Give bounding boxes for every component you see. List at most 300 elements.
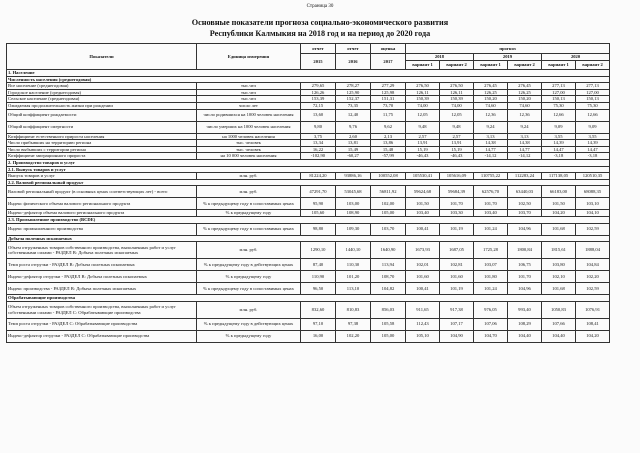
value-cell: 276,45 [474,83,508,90]
value-cell: 102,01 [406,259,440,271]
header-year-2015: 2015 [301,54,336,70]
value-cell: 9,48 [406,121,440,133]
value-cell: 1687,05 [440,242,474,259]
value-cell: 125,98 [371,89,406,96]
indicator-cell: Общий коэффициент смертности [7,121,197,133]
value-cell: 15,49 [336,146,371,153]
table-row [7,198,610,210]
value-cell: 150,13 [542,96,576,103]
value-cell: 103,00 [336,198,371,210]
value-cell: 13,60 [301,109,336,121]
unit-cell: число лет [197,102,301,109]
value-cell: 1673,93 [406,242,440,259]
value-cell: 276,50 [440,83,474,90]
value-cell: -57,99 [371,153,406,160]
value-cell: 97,38 [336,318,371,330]
value-cell: 1050,83 [542,301,576,318]
section-label: Численность населения (среднегодовая) [7,76,610,83]
value-cell: 1290,10 [301,242,336,259]
value-cell: 9,48 [440,121,474,133]
value-cell: 101,24 [474,283,508,295]
value-cell: 103,07 [474,259,508,271]
section-label: 2.1. Выпуск товаров и услуг [7,166,610,173]
table-row [7,301,610,318]
value-cell: 9,76 [336,121,371,133]
value-cell: 12,36 [474,109,508,121]
value-cell: 12,36 [508,109,542,121]
value-cell: 101,20 [336,271,371,283]
header-report-2016: отчет [336,44,371,54]
value-cell: 107,17 [440,318,474,330]
value-cell: 125,90 [336,89,371,96]
value-cell: 107,06 [474,318,508,330]
unit-cell: число умерших на 1000 человек населения [197,121,301,133]
header-year-2017: 2017 [371,54,406,70]
value-cell: 150,39 [440,96,474,103]
document-title [0,17,640,39]
value-cell: 9,09 [576,121,610,133]
table-row [7,210,610,217]
value-cell: 3,55 [542,133,576,140]
value-cell: 126,11 [406,89,440,96]
value-cell: 3,75 [301,133,336,140]
value-cell: 9,24 [474,121,508,133]
value-cell: 104,84 [576,259,610,271]
header-variant-2: вариант 2 [508,61,542,70]
value-cell: 101,60 [406,271,440,283]
value-cell: 109,30 [336,223,371,235]
value-cell: 108,90 [336,210,371,217]
value-cell: 2,13 [371,133,406,140]
value-cell: 102,00 [371,198,406,210]
value-cell: 14,38 [474,140,508,147]
header-indicator: Показатели [7,44,197,70]
value-cell: 9,09 [542,121,576,133]
value-cell: 101,60 [440,271,474,283]
section-label: Обрабатывающие производства [7,295,610,302]
value-cell: 110,90 [301,271,336,283]
value-cell: 12,66 [576,109,610,121]
unit-cell: тыс. человек [197,140,301,147]
section-row [7,235,610,242]
unit-cell: млн. руб. [197,186,301,198]
value-cell: 150,20 [474,96,508,103]
value-cell: 74,60 [474,102,508,109]
unit-cell: млн. руб. [197,242,301,259]
value-cell: 73,35 [336,102,371,109]
value-cell: 104,82 [371,283,406,295]
section-row [7,159,610,166]
value-cell: 3,55 [576,133,610,140]
header-variant-2: вариант 2 [576,61,610,70]
value-cell: 2,60 [336,133,371,140]
value-cell: -14,12 [474,153,508,160]
value-cell: 1815,61 [542,242,576,259]
section-label: 1. Население [7,70,610,77]
value-cell: 102,59 [576,223,610,235]
value-cell: 113,94 [371,259,406,271]
value-cell: 103,10 [576,198,610,210]
value-cell: 101,68 [542,283,576,295]
value-cell: 101,70 [508,271,542,283]
value-cell: 104,90 [440,330,474,342]
value-cell: 101,19 [440,283,474,295]
value-cell: 112,43 [406,318,440,330]
table-body [7,70,610,343]
value-cell: 150,39 [406,96,440,103]
value-cell: 104,10 [576,210,610,217]
unit-cell: тыс.чел [197,89,301,96]
header-variant-1: вариант 1 [406,61,440,70]
value-cell: 14,47 [576,146,610,153]
unit-cell: % к предыдущему году в сопоставимых ценах [197,223,301,235]
value-cell: 150,20 [508,96,542,103]
value-cell: 126,25 [474,89,508,96]
value-cell: 14,77 [508,146,542,153]
value-cell: 277,29 [371,83,406,90]
section-row [7,76,610,83]
indicator-cell: Ожидаемая продолжительность жизни при рождении [7,102,197,109]
unit-cell: % к предыдущему году в сопоставимых ценах [197,198,301,210]
value-cell: -3,18 [576,153,610,160]
section-row [7,295,610,302]
unit-cell: % к предыдущему году [197,330,301,342]
value-cell: 126,25 [508,89,542,96]
table-row [7,283,610,295]
header-year-2016: 2016 [336,54,371,70]
value-cell: 95,90 [301,198,336,210]
value-cell: 105,10 [406,330,440,342]
unit-cell: % к предыдущему году в действующих ценах [197,318,301,330]
value-cell: -3,18 [542,153,576,160]
unit-cell: на 1000 человек населения [197,133,301,140]
value-cell: 13,91 [440,140,474,147]
value-cell: 101,70 [474,198,508,210]
indicator-cell: Индекс производства - РАЗДЕЛ В: Добыча полезных ископаемых [7,283,197,295]
value-cell: 102,81 [440,259,474,271]
value-cell: 104,20 [576,330,610,342]
section-label: 2.2. Валовой региональный продукт [7,179,610,186]
value-cell: 72,15 [301,102,336,109]
unit-cell: число родившихся на 1000 человек населения [197,109,301,121]
value-cell: 106,75 [508,259,542,271]
unit-cell: % к предыдущему году [197,210,301,217]
value-cell: 127,00 [576,89,610,96]
value-cell: 151,31 [371,96,406,103]
value-cell: 63440,03 [508,186,542,198]
value-cell: 103,40 [474,210,508,217]
value-cell: 103,40 [406,210,440,217]
value-cell: -14,12 [508,153,542,160]
indicator-cell: Индекс-дефлятор отгрузки - РАЗДЕЛ С: Обрабатывающие производства [7,330,197,342]
value-cell: -46,43 [440,153,474,160]
value-cell: 15,19 [440,146,474,153]
value-cell: 152,37 [336,96,371,103]
unit-cell: тыс. человек [197,146,301,153]
value-cell: 105530,41 [406,173,440,180]
indicator-cell: Темп роста отгрузки - РАЗДЕЛ В: Добыча полезных ископаемых [7,259,197,271]
indicator-cell: Объем отгруженных товаров собственного производства, выполненных работ и услуг собственными силами - РАЗДЕЛ В: Добыча полезных ископаемых [7,242,197,259]
header-variant-1: вариант 1 [542,61,576,70]
value-cell: 856,03 [371,301,406,318]
value-cell: 101,19 [440,223,474,235]
value-cell: 104,96 [508,223,542,235]
value-cell: 13,86 [371,140,406,147]
value-cell: 59624,68 [406,186,440,198]
value-cell: 100552,08 [371,173,406,180]
value-cell: 102,59 [576,283,610,295]
value-cell: 150,13 [576,96,610,103]
value-cell: 101,70 [440,198,474,210]
value-cell: 832,60 [301,301,336,318]
table-row [7,133,610,140]
table-row [7,153,610,160]
section-label: 2.3. Промышленное производство (ВСDЕ) [7,216,610,223]
indicator-cell: Число выбывших с территории региона [7,146,197,153]
value-cell: 1800,84 [508,242,542,259]
value-cell: 108,29 [508,318,542,330]
value-cell: 1640,90 [371,242,406,259]
value-cell: 74,60 [508,102,542,109]
indicator-cell: Индекс физического объема валового регионального продукта [7,198,197,210]
table-row [7,121,610,133]
value-cell: 279,65 [301,83,336,90]
title-line-1: Основные показатели прогноза социально-экономического развития [191,18,449,27]
value-cell: 126,11 [440,89,474,96]
value-cell: 103,70 [508,210,542,217]
table-row [7,89,610,96]
header-year-2019: 2019 [474,54,542,61]
value-cell: 96,50 [301,283,336,295]
table-row [7,83,610,90]
value-cell: 278,27 [336,83,371,90]
value-cell: 101,68 [542,223,576,235]
value-cell: 53045,68 [336,186,371,198]
title-line-2: Республики Калмыкия на 2018 год и на период до 2020 года [209,29,431,38]
value-cell: 2,57 [406,133,440,140]
value-cell: 113,10 [336,283,371,295]
indicator-cell: Городское население (среднегодовая) [7,89,197,96]
table-row [7,146,610,153]
value-cell: 112283,24 [508,173,542,180]
header-year-2018: 2018 [406,54,474,61]
value-cell: 15,48 [371,146,406,153]
section-row [7,179,610,186]
value-cell: 103,70 [371,223,406,235]
value-cell: 3,13 [474,133,508,140]
table-row [7,109,610,121]
unit-cell: млн. руб. [197,301,301,318]
header-report-2015: отчет [301,44,336,54]
section-row [7,166,610,173]
value-cell: 74,00 [440,102,474,109]
table-row [7,102,610,109]
value-cell: 2,57 [440,133,474,140]
value-cell: 104,96 [508,283,542,295]
value-cell: 126,26 [301,89,336,96]
value-cell: -46,43 [406,153,440,160]
header-forecast: прогноз [406,44,610,54]
value-cell: 73,70 [371,102,406,109]
value-cell: 105,58 [371,318,406,330]
value-cell: 104,20 [542,210,576,217]
header-year-2020: 2020 [542,54,610,61]
value-cell: 1076,91 [576,301,610,318]
section-label: Добыча полезных ископаемых [7,235,610,242]
section-label: 2. Производство товаров и услуг [7,159,610,166]
value-cell: 276,45 [508,83,542,90]
table-row [7,140,610,147]
value-cell: 105,00 [371,210,406,217]
value-cell: 976,05 [474,301,508,318]
value-cell: 87,40 [301,259,336,271]
page-number: Страница 30 [306,4,334,9]
value-cell: 9,62 [371,121,406,133]
header-unit: Единица измерения [197,44,301,70]
value-cell: 153,39 [301,96,336,103]
value-cell: 74,00 [406,102,440,109]
value-cell: 105,60 [301,210,336,217]
unit-cell: тыс.чел [197,83,301,90]
value-cell: 68088,35 [576,186,610,198]
forecast-table [6,43,610,343]
value-cell: 75,30 [542,102,576,109]
header-variant-1: вариант 1 [474,61,508,70]
value-cell: 102,20 [576,271,610,283]
indicator-cell: Валовой региональный продукт (в основных ценах соответствующих лет) - всего [7,186,197,198]
value-cell: 277,13 [576,83,610,90]
value-cell: 810,83 [336,301,371,318]
value-cell: 276,50 [406,83,440,90]
value-cell: 107,66 [542,318,576,330]
table-row [7,223,610,235]
unit-cell: на 10 000 человек населения [197,153,301,160]
table-row [7,259,610,271]
value-cell: 62576,70 [474,186,508,198]
value-cell: 103,30 [440,210,474,217]
value-cell: 120510,35 [576,173,610,180]
table-row [7,271,610,283]
value-cell: 917,38 [440,301,474,318]
value-cell: 14,39 [576,140,610,147]
value-cell: 3,13 [508,133,542,140]
value-cell: 277,13 [542,83,576,90]
indicator-cell: Все население (среднегодовая) [7,83,197,90]
value-cell: 105,00 [371,330,406,342]
header-variant-2: вариант 2 [440,61,474,70]
value-cell: 102,10 [542,271,576,283]
value-cell: 11,75 [371,109,406,121]
indicator-cell: Темп роста отгрузки - РАЗДЕЛ С: Обрабатывающие производства [7,318,197,330]
value-cell: 101,24 [474,223,508,235]
value-cell: 16,22 [301,146,336,153]
indicator-cell: Общий коэффициент рождаемости [7,109,197,121]
value-cell: 101,50 [542,198,576,210]
value-cell: 15,19 [406,146,440,153]
unit-cell: % к предыдущему году в сопоставимых ценах [197,283,301,295]
value-cell: 110,30 [336,259,371,271]
value-cell: 16,00 [301,330,336,342]
value-cell: 66183,00 [542,186,576,198]
value-cell: 911,65 [406,301,440,318]
value-cell: 127,00 [542,89,576,96]
value-cell: 101,80 [474,271,508,283]
value-cell: 98,80 [301,223,336,235]
value-cell: 12,40 [336,109,371,121]
unit-cell: млн. руб. [197,173,301,180]
indicator-cell: Число прибывших на территорию региона [7,140,197,147]
table-row [7,318,610,330]
value-cell: -102,90 [301,153,336,160]
value-cell: 14,38 [508,140,542,147]
indicator-cell: Индекс-дефлятор отгрузки - РАЗДЕЛ В: Добыча полезных ископаемых [7,271,197,283]
value-cell: 14,39 [542,140,576,147]
value-cell: 97,10 [301,318,336,330]
indicator-cell: Коэффициент естественного прироста населения [7,133,197,140]
value-cell: 9,80 [301,121,336,133]
table-row [7,242,610,259]
value-cell: 47291,70 [301,186,336,198]
value-cell: 81224,20 [301,173,336,180]
table-row [7,186,610,198]
value-cell: 100,41 [406,283,440,295]
table-row [7,96,610,103]
value-cell: 12,05 [406,109,440,121]
value-cell: 14,77 [474,146,508,153]
value-cell: 93886,16 [336,173,371,180]
value-cell: 9,24 [508,121,542,133]
value-cell: 108,41 [576,318,610,330]
indicator-cell: Коэффициент миграционного прироста [7,153,197,160]
value-cell: 104,40 [508,330,542,342]
value-cell: 12,05 [440,109,474,121]
value-cell: 13,91 [406,140,440,147]
value-cell: 103,80 [542,259,576,271]
value-cell: 117138,05 [542,173,576,180]
value-cell: 56811,92 [371,186,406,198]
indicator-cell: Индекс-дефлятор объема валового регионального продукта [7,210,197,217]
indicator-cell: Индекс промышленного производства [7,223,197,235]
value-cell: 13,34 [301,140,336,147]
indicator-cell: Сельское население (среднегодовая) [7,96,197,103]
value-cell: 104,40 [542,330,576,342]
value-cell: 105616,09 [440,173,474,180]
value-cell: 1888,04 [576,242,610,259]
value-cell: 13,81 [336,140,371,147]
value-cell: 100,41 [406,223,440,235]
value-cell: 75,30 [576,102,610,109]
value-cell: 14,47 [542,146,576,153]
value-cell: 993,40 [508,301,542,318]
value-cell: 102,20 [336,330,371,342]
unit-cell: % к предыдущему году [197,271,301,283]
value-cell: 101,50 [406,198,440,210]
value-cell: 102,50 [508,198,542,210]
section-row [7,216,610,223]
value-cell: 108,70 [371,271,406,283]
table-row [7,173,610,180]
value-cell: 59684,39 [440,186,474,198]
unit-cell: % к предыдущему году в действующих ценах [197,259,301,271]
unit-cell: тыс.чел [197,96,301,103]
indicator-cell: Выпуск товаров и услуг [7,173,197,180]
value-cell: -60,27 [336,153,371,160]
value-cell: 110755,22 [474,173,508,180]
indicator-cell: Объем отгруженных товаров собственного производства, выполненных работ и услуг собственными силами - РАЗДЕЛ С: Обрабатывающие производства [7,301,197,318]
table-row [7,330,610,342]
header-estimate: оценка [371,44,406,54]
section-row [7,70,610,77]
